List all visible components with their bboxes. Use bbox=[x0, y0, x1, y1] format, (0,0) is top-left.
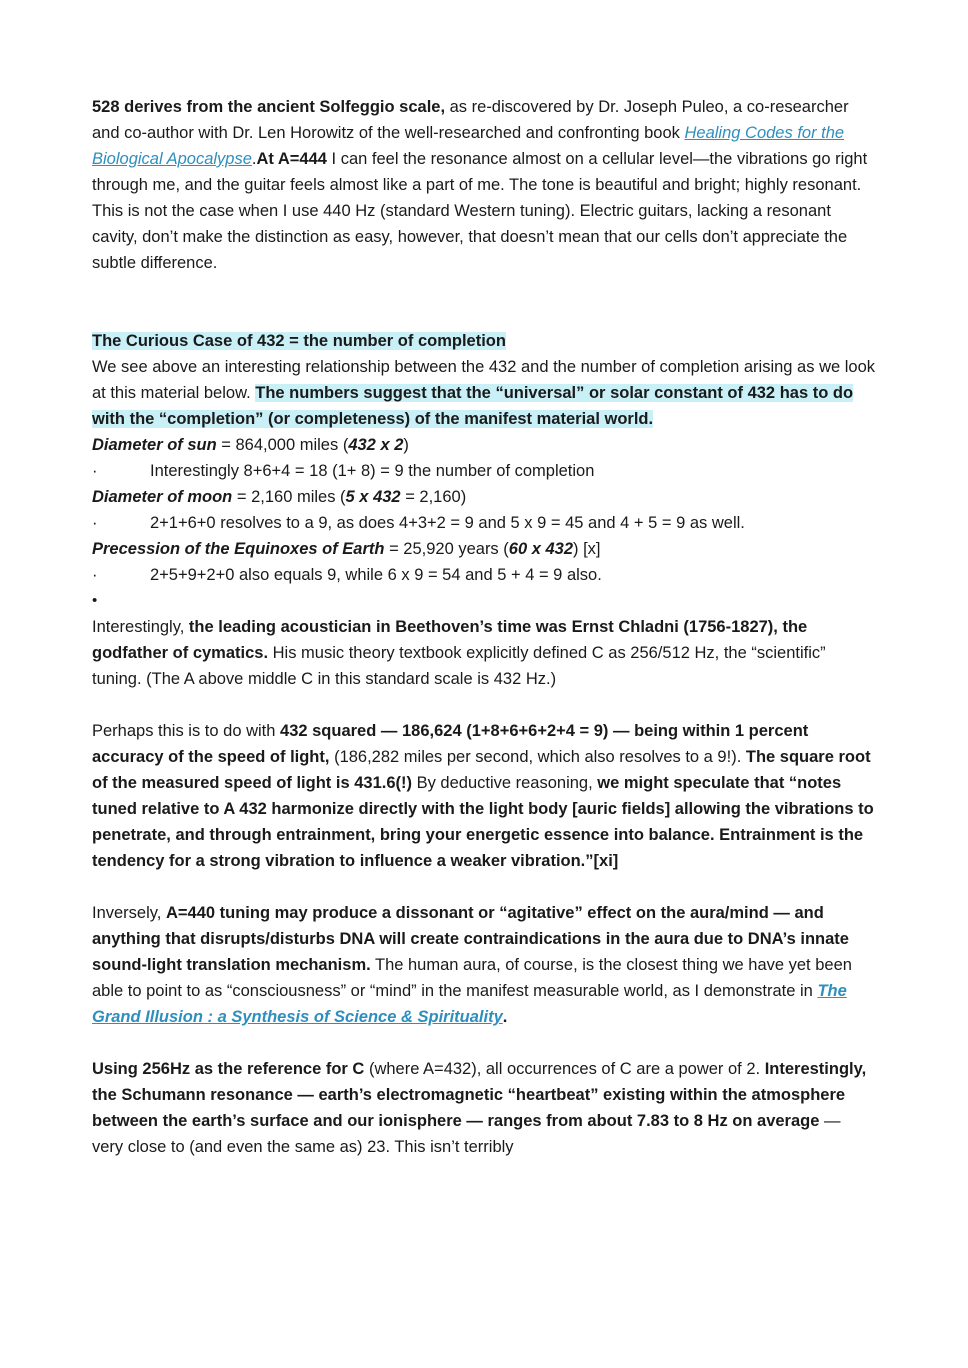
text-run: 432 squared — 186,624 (1+8+6+6+2+4 = 9) — being within 1 percent accuracy of the speed of light, bbox=[92, 722, 809, 766]
text-run: I can feel the resonance almost on a cellular level—the vibrations go right through me, and the guitar feels almost like a part of me. The tone is beautiful and bright; highly resonant. This is not the case when I use 440 Hz (standard Western tuning). Electric guitars, lacking a resonant cavity, don’t make the distinction as easy, however, that doesn’t mean that our cells don’t appreciate the subtle difference. bbox=[92, 150, 868, 272]
paragraph-speed-of-light bbox=[92, 718, 876, 874]
text-run: ) [x] bbox=[573, 540, 601, 558]
text-run: Perhaps this is to do with bbox=[92, 722, 281, 740]
text-run: we might speculate that “notes tuned relative to A 432 harmonize directly with the light body [auric fields] allowing the vibrations to penetrate, and through entrainment, bring your energetic essence into balance. Entrainment is the tendency for a strong vibration to influence a weaker vibration.”[xi] bbox=[92, 774, 874, 870]
list-item-precession bbox=[92, 536, 876, 562]
text-run: We see above an interesting relationship between the 432 and the number of completion arising as we look at this material below. bbox=[92, 358, 876, 402]
text-run: 2+5+9+2+0 also equals 9, while 6 x 9 = 54 and 5 + 4 = 9 also. bbox=[150, 566, 602, 584]
paragraph-chladni bbox=[92, 614, 876, 692]
text-run: 432 x 2 bbox=[348, 436, 404, 454]
text-run: The numbers suggest that the “universal” or solar constant of 432 has to do with the “completion” (or completeness) of the manifest material world. bbox=[92, 384, 854, 428]
text-run: = 2,160 miles ( bbox=[232, 488, 346, 506]
text-run: Precession of the Equinoxes of Earth bbox=[92, 540, 385, 558]
list-subitem-precession-note-text bbox=[150, 562, 876, 588]
text-run: the leading acoustician in Beethoven’s time was Ernst Chladni (1756-1827), the godfather of cymatics. bbox=[92, 618, 808, 662]
text-run: (where A=432), all occurrences of C are a power of 2. bbox=[364, 1060, 765, 1078]
text-run: Interestingly 8+6+4 = 18 (1+ 8) = 9 the number of completion bbox=[150, 462, 595, 480]
text-run: = 25,920 years ( bbox=[384, 540, 509, 558]
text-run: 528 derives from the ancient Solfeggio scale, bbox=[92, 98, 446, 116]
text-run: (186,282 miles per second, which also resolves to a 9!). bbox=[329, 748, 746, 766]
text-run: . bbox=[502, 1008, 508, 1026]
list-subitem-moon-note bbox=[92, 510, 876, 536]
section-heading-curious-case bbox=[92, 328, 876, 354]
text-run: At A=444 bbox=[256, 150, 327, 168]
paragraph-a440-aura bbox=[92, 900, 876, 1030]
empty-bullet-icon: • bbox=[92, 592, 98, 609]
list-subitem-sun-note-text bbox=[150, 458, 876, 484]
link-healing-codes[interactable]: Healing Codes for the Biological Apocalypse bbox=[92, 124, 845, 168]
paragraph-schumann bbox=[92, 1056, 876, 1160]
text-run: Interestingly, bbox=[92, 618, 189, 636]
list-item-sun bbox=[92, 432, 876, 458]
text-run: By deductive reasoning, bbox=[412, 774, 598, 792]
text-run: Diameter of moon bbox=[92, 488, 233, 506]
text-run: as re-discovered by Dr. Joseph Puleo, a co-researcher and co-author with Dr. Len Horowitz of the well-researched and confronting book bbox=[92, 98, 849, 142]
list-item-moon bbox=[92, 484, 876, 510]
list-subitem-precession-note bbox=[92, 562, 876, 588]
link-grand-illusion[interactable]: The Grand Illusion : a Synthesis of Science & Spirituality bbox=[92, 982, 847, 1026]
paragraph-curious-case bbox=[92, 354, 876, 432]
text-run: = 864,000 miles ( bbox=[216, 436, 349, 454]
text-run: Inversely, bbox=[92, 904, 166, 922]
text-run: . bbox=[251, 150, 257, 168]
paragraph-intro-528 bbox=[92, 94, 876, 276]
text-run: Interestingly, the Schumann resonance — earth’s electromagnetic “heartbeat” existing within the atmosphere between the earth’s surface and our ionisphere — ranges from about 7.83 to 8 Hz on average bbox=[92, 1060, 867, 1130]
text-run: 2+1+6+0 resolves to a 9, as does 4+3+2 = 9 and 5 x 9 = 45 and 4 + 5 = 9 as well. bbox=[150, 514, 745, 532]
text-run: ) bbox=[403, 436, 409, 454]
text-run: The Curious Case of 432 = the number of completion bbox=[92, 332, 506, 350]
text-run: A=440 tuning may produce a dissonant or “agitative” effect on the aura/mind — and anything that disrupts/disturbs DNA will create contraindications in the aura due to DNA’s innate sound-light translation mechanism. bbox=[92, 904, 849, 974]
dot-bullet-icon: · bbox=[92, 514, 98, 532]
dot-bullet-icon: · bbox=[92, 566, 98, 584]
list-subitem-sun-note bbox=[92, 458, 876, 484]
text-run: 60 x 432 bbox=[508, 540, 574, 558]
dot-bullet-icon: · bbox=[92, 462, 98, 480]
text-run: 5 x 432 bbox=[345, 488, 401, 506]
text-run: Using 256Hz as the reference for C bbox=[92, 1060, 365, 1078]
text-run: The square root of the measured speed of light is 431.6(!) bbox=[92, 748, 871, 792]
text-run: — very close to (and even the same as) 23. This isn’t terribly bbox=[92, 1112, 841, 1156]
list-subitem-moon-note-text bbox=[150, 510, 876, 536]
text-run: = 2,160) bbox=[400, 488, 467, 506]
text-run: His music theory textbook explicitly defined C as 256/512 Hz, the “scientific” tuning. (The A above middle C in this standard scale is 432 Hz.) bbox=[92, 644, 826, 688]
text-run: Diameter of sun bbox=[92, 436, 217, 454]
text-run: The human aura, of course, is the closest thing we have yet been able to point to as “consciousness” or “mind” in the manifest measurable world, as I demonstrate in bbox=[92, 956, 852, 1000]
